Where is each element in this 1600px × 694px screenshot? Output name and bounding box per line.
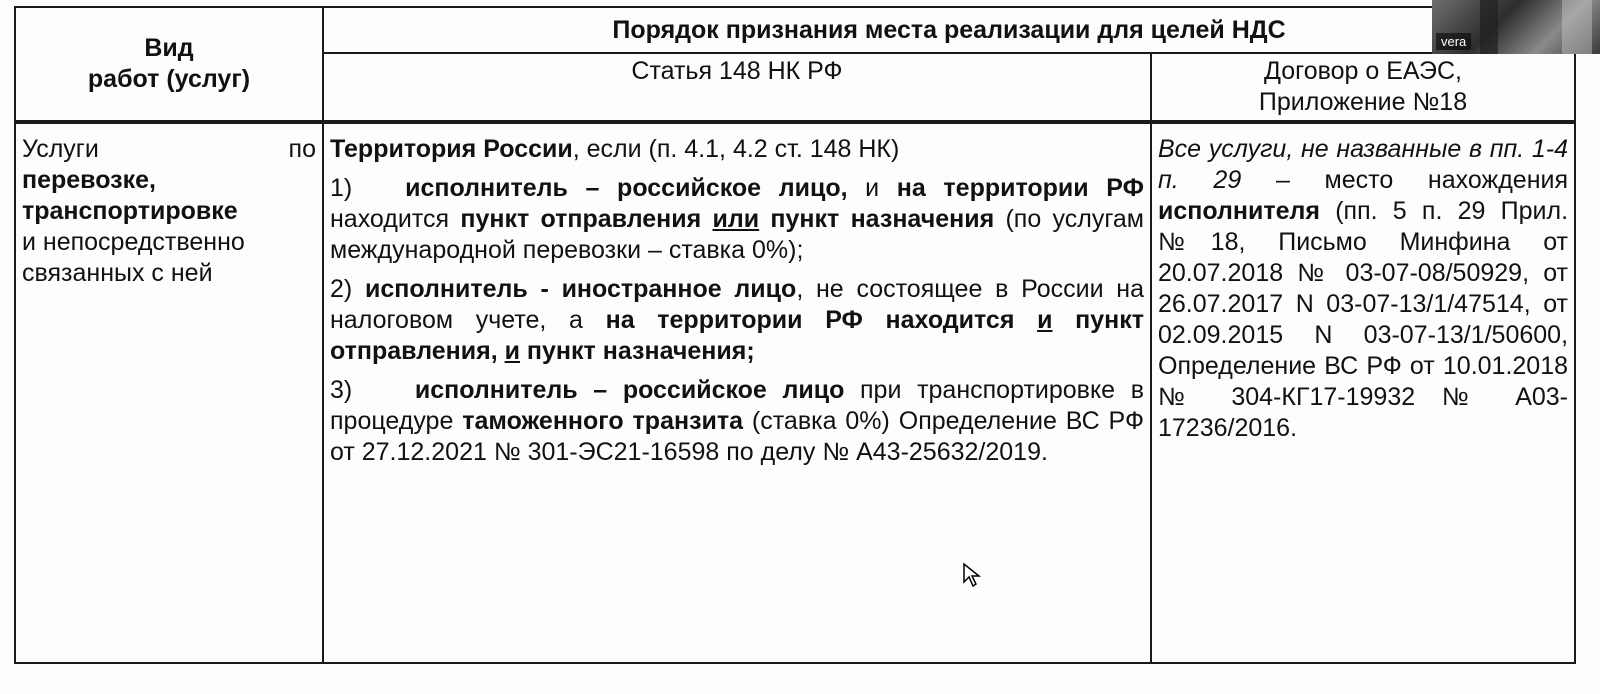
p1-destination: пункт назначения [759,205,995,233]
header-work-type-line1: Вид [144,34,194,62]
webcam-shadow [1480,0,1498,54]
article-point-1 [330,173,1144,266]
mouse-cursor-icon [962,562,984,588]
article-148-cell [323,122,1151,663]
header-eaeu-treaty [1151,53,1575,122]
eaeu-all-services: Все услуги, не названные в пп. 1-4 п. 29 [1158,135,1569,194]
p2-text: , не состоящее в России на налоговом учете, а [330,275,1144,334]
eaeu-text [1158,134,1568,444]
eaeu-treaty-cell [1151,122,1575,663]
p2-departure: пункт отправления, [330,306,1145,365]
p3-number: 3) [330,376,353,404]
service-related: и непосредственно [22,228,245,256]
header-eaeu-line2: Приложение №18 [1258,88,1468,116]
p1-territory: на территории РФ [896,174,1144,202]
p1-located: находится [330,205,461,233]
service-related-2: связанных с ней [22,259,213,287]
article-intro [330,134,1144,165]
p1-or: или [712,205,760,233]
article-point-2 [330,274,1144,367]
webcam-highlight [1562,0,1592,54]
p3-executor: исполнитель – российское лицо [414,376,845,404]
service-word-services: Услуги [22,135,99,163]
eaeu-references: (пп. 5 п. 29 Прил.№18, Письмо Минфина от 20.07.2018 № 03-07-08/50929, от 26.07.2017 N 03-07-13/1/47514, от 02.09.2015 N 03-07-13/1/50600, Определение ВС РФ от 10.01.2018 № 304-КГ17-19932 № А03-17236/2016. [1158,197,1569,442]
p1-departure: пункт отправления [460,205,713,233]
p1-and: и [847,174,897,202]
vat-table [14,6,1576,664]
header-work-type-line2: работ (услуг) [87,65,251,93]
header-eaeu-line1: Договор о ЕАЭС, [1264,57,1462,85]
header-article-148: Статья 148 НК РФ [323,53,1151,122]
p2-and-1: и [1037,306,1053,334]
p1-rate: (по услугам международной перевозки – ставка 0%); [330,205,1144,264]
p3-transit: таможенного транзита [462,407,744,435]
p2-destination: пункт назначения; [519,337,755,365]
p2-territory: на территории РФ находится [605,306,1038,334]
service-type-cell [15,122,323,663]
service-line1 [22,134,316,165]
p3-rate-ruling: (ставка 0%) Определение ВС РФ от 27.12.2021 № 301-ЭС21-16598 по делу № А43-25632/2019. [330,407,1144,466]
webcam-thumbnail[interactable] [1432,0,1600,54]
header-work-type [15,7,323,122]
eaeu-executor: исполнителя [1158,197,1320,225]
service-word-po: по [288,135,316,163]
service-transportation: транспортировке [22,197,238,225]
p1-executor: исполнитель – российское лицо, [405,174,848,202]
article-point-3 [330,375,1144,468]
intro-russia: Территория России [330,135,573,163]
intro-text: , если (п. 4.1, 4.2 ст. 148 НК) [572,135,900,163]
participant-name-label: vera [1436,33,1471,50]
header-vat-procedure: Порядок признания места реализации для целей НДС [323,7,1575,53]
service-transport: перевозке, [22,166,156,194]
p3-text: при транспортировке в процедуре [330,376,1144,435]
p2-executor: исполнитель - иностранное лицо [364,275,797,303]
p1-number: 1) [330,174,353,202]
eaeu-location: – место нахождения [1241,166,1569,194]
p2-and-2: и [504,337,520,365]
p2-number: 2) [330,275,353,303]
